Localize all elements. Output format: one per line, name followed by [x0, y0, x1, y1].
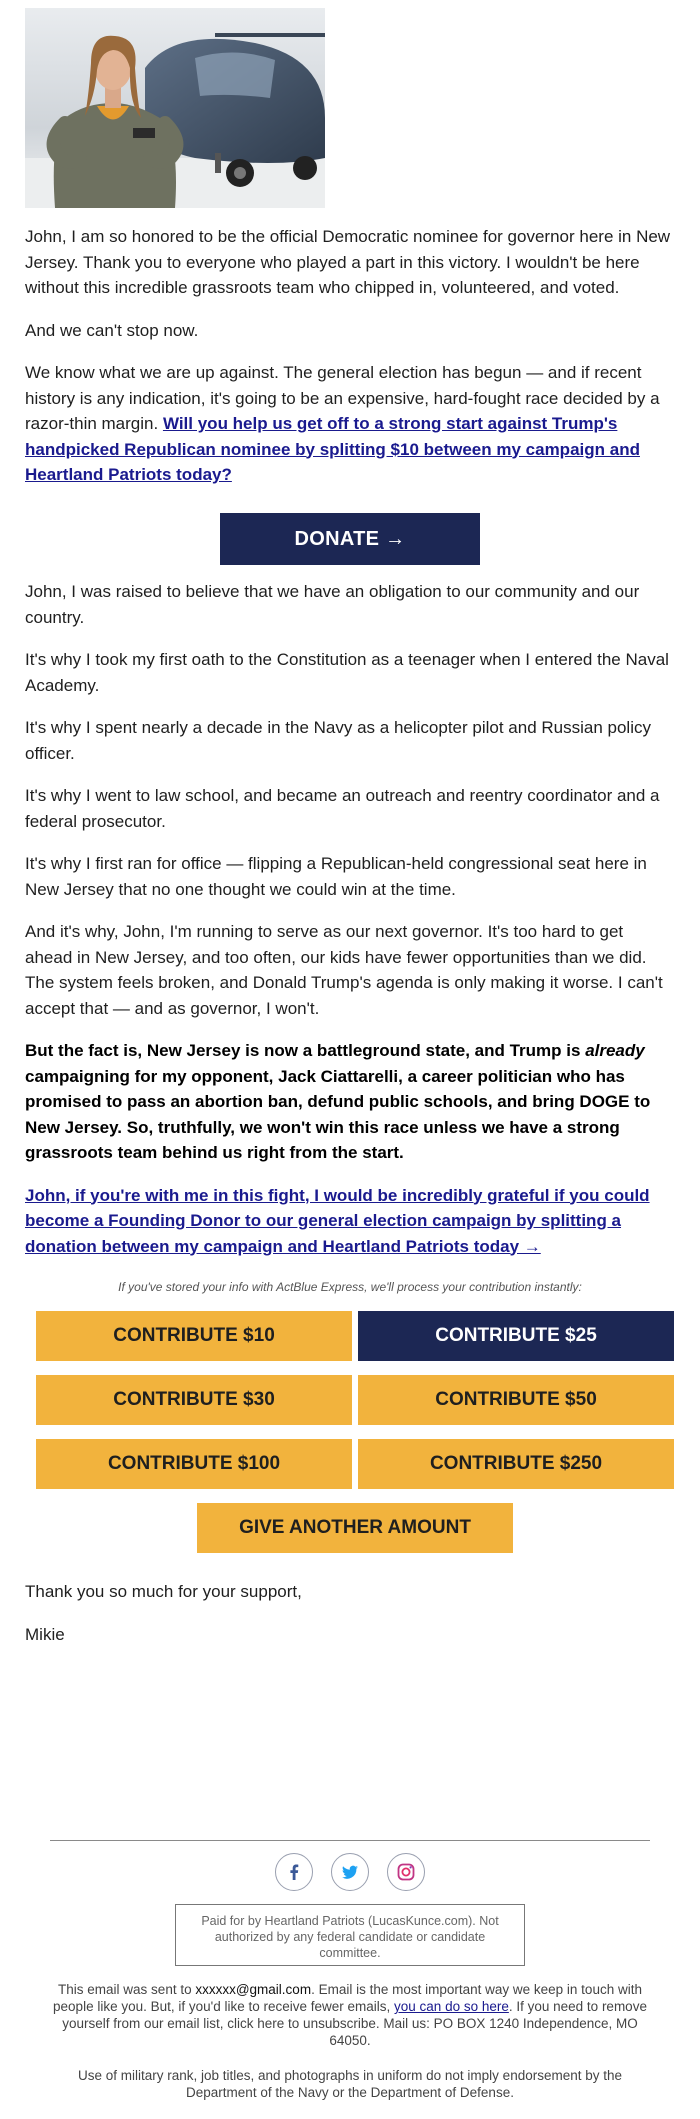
body-paragraph-navy: It's why I spent nearly a decade in the Navy as a helicopter pilot and Russian policy officer. [25, 718, 651, 763]
intro-paragraph-3 [25, 360, 675, 488]
body-paragraph-oath: It's why I took my first oath to the Constitution as a teenager when I entered the Naval Academy. [25, 650, 669, 695]
twitter-icon[interactable] [331, 1853, 369, 1891]
hero-photo [25, 8, 325, 208]
paid-for-disclaimer: Paid for by Heartland Patriots (LucasKunce.com). Not authorized by any federal candidate or candidate committee. [175, 1904, 525, 1966]
give-another-amount-button[interactable]: GIVE ANOTHER AMOUNT [197, 1503, 513, 1553]
signoff-name: Mikie [25, 1624, 65, 1644]
contribute-25-button[interactable]: CONTRIBUTE $25 [358, 1311, 674, 1361]
battleground-text-a: But the fact is, New Jersey is now a battleground state, and Trump is [25, 1041, 586, 1060]
body-paragraph-first-run: It's why I first ran for office — flipping a Republican-held congressional seat here in New Jersey that no one thought we could win at the time. [25, 854, 647, 899]
body-paragraph-law-school: It's why I went to law school, and became an outreach and reentry coordinator and a federal prosecutor. [25, 786, 660, 831]
footer-sent-end: . If you need to remove yourself from our email list, click here to unsubscribe. Mail us: PO BOX 1240 Independence, MO 64050. [62, 1999, 647, 2048]
intro-paragraph-2: And we can't stop now. [25, 320, 199, 340]
facebook-icon[interactable] [275, 1853, 313, 1891]
contribute-10-button[interactable]: CONTRIBUTE $10 [36, 1311, 352, 1361]
body-paragraph-obligation: John, I was raised to believe that we have an obligation to our community and our country. [25, 582, 640, 627]
footer-sent-mid: . Email is the most important way we keep in touch with people like you. But, if you'd like to receive fewer emails, [53, 1982, 642, 2014]
actblue-express-note: If you've stored your info with ActBlue Express, we'll process your contribution instantly: [118, 1280, 582, 1294]
donate-button[interactable]: DONATE → [220, 513, 480, 565]
body-paragraph-governor: And it's why, John, I'm running to serve as our next governor. It's too hard to get ahead in New Jersey, and too often, our kids have fewer opportunities than we did. The system feels broken, and Donald Trump's agenda is only making it worse. I can't accept that — and as governor, I won't. [25, 922, 663, 1018]
signoff-thanks: Thank you so much for your support, [25, 1582, 302, 1601]
footer-military-disclaimer: Use of military rank, job titles, and photographs in uniform do not imply endorsement by the Department of the Navy or the Department of Defense. [77, 2068, 623, 2100]
footer-sent-prefix: This email was sent to [58, 1982, 196, 1997]
hero-photo-illustration [25, 8, 325, 208]
footer-email-notice [45, 1981, 655, 2049]
signoff [25, 1579, 675, 1664]
fewer-emails-link[interactable]: you can do so here [394, 1999, 509, 2014]
instagram-icon[interactable] [387, 1853, 425, 1891]
founding-donor-link[interactable]: John, if you're with me in this fight, I would be incredibly grateful if you could become a Founding Donor to our general election campaign by splitting a donation between my campaign and Heartland Patriots today → [25, 1185, 650, 1256]
intro-paragraph-3-text: We know what we are up against. The general election has begun — and if recent history is any indication, it's going to be an expensive, hard-fought race decided by a razor-thin margin. [25, 363, 660, 433]
footer-recipient-email: xxxxxx@gmail.com [195, 1982, 312, 1997]
battleground-text-b: campaigning for my opponent, Jack Ciattarelli, a career politician who has promised to pass an abortion ban, defund public schools, and bring DOGE to New Jersey. So, truthfully, we won't win this race unless we have a strong grassroots team behind us right from the start. [25, 1066, 651, 1162]
contribute-30-button[interactable]: CONTRIBUTE $30 [36, 1375, 352, 1425]
contribute-50-button[interactable]: CONTRIBUTE $50 [358, 1375, 674, 1425]
footer-divider [50, 1840, 650, 1841]
strong-start-donate-link[interactable]: Will you help us get off to a strong start against Trump's handpicked Republican nominee by splitting $10 between my campaign and Heartland Patriots today? [25, 414, 640, 484]
intro-section [25, 224, 675, 505]
battleground-emphasis: already [585, 1041, 645, 1060]
body-paragraph-battleground [25, 1038, 675, 1166]
contribute-100-button[interactable]: CONTRIBUTE $100 [36, 1439, 352, 1489]
contribute-250-button[interactable]: CONTRIBUTE $250 [358, 1439, 674, 1489]
body-paragraph-founding-donor [25, 1183, 675, 1260]
intro-paragraph-1: John, I am so honored to be the official Democratic nominee for governor here in New Jersey. Thank you to everyone who played a part in this victory. I wouldn't be here without this incredible grassroots team who chipped in, volunteered, and voted. [25, 227, 671, 297]
body-section [25, 579, 675, 1276]
